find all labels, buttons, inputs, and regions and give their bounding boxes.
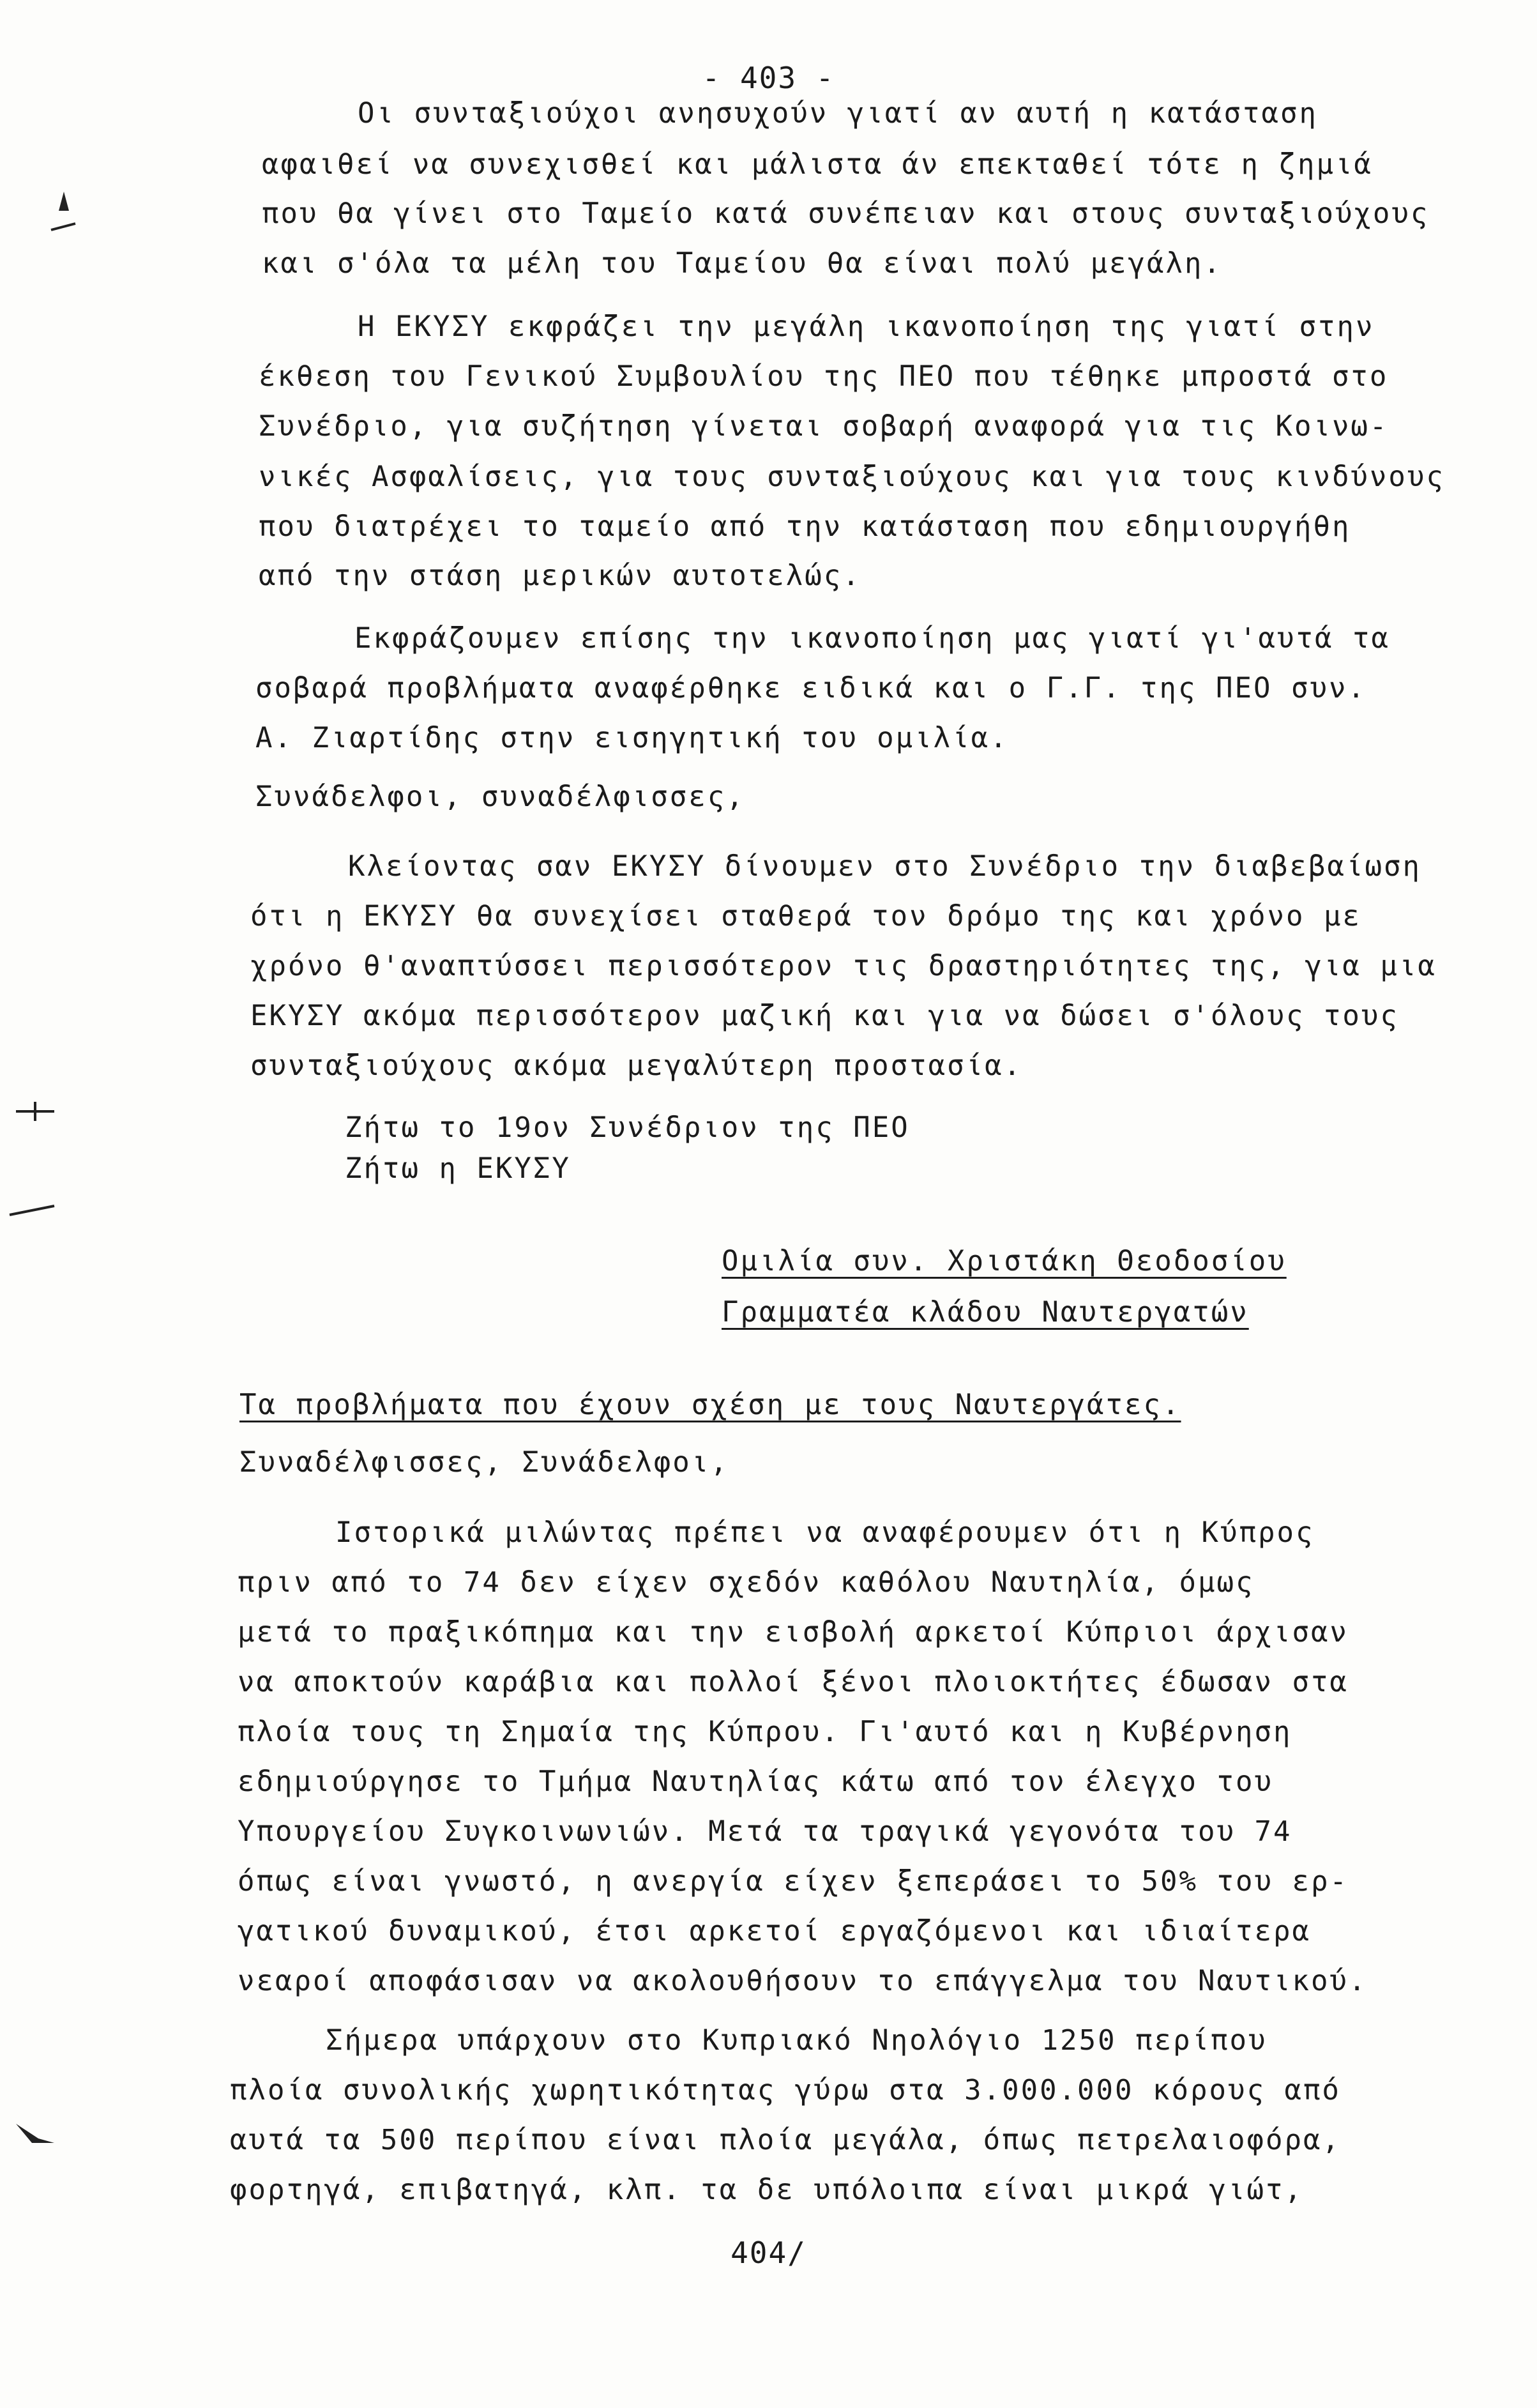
text-line: χρόνο θ'αναπτύσσει περισσότερον τις δραστηριότητες της, για μια xyxy=(250,950,1437,982)
text-line: και σ'όλα τα μέλη του Ταμείου θα είναι πολύ μεγάλη. xyxy=(262,247,1223,280)
text-line: Α. Ζιαρτίδης στην εισηγητική του ομιλία. xyxy=(255,722,1009,754)
text-line: φορτηγά, επιβατηγά, κλπ. τα δε υπόλοιπα είναι μικρά γιώτ, xyxy=(230,2174,1303,2206)
text-line: Η ΕΚΥΣΥ εκφράζει την μεγάλη ικανοποίηση της γιατί στην xyxy=(358,310,1375,343)
speaker-role: Γραμματέα κλάδου Ναυτεργατών xyxy=(722,1296,1249,1329)
text-line: Συνέδριο, για συζήτηση γίνεται σοβαρή αναφορά για τις Κοινω- xyxy=(259,410,1389,443)
text-line: γατικού δυναμικού, έτσι αρκετοί εργαζόμενοι και ιδιαίτερα xyxy=(238,1915,1311,1947)
text-line: όπως είναι γνωστό, η ανεργία είχεν ξεπεράσει το 50% του ερ- xyxy=(238,1865,1349,1898)
text-line: ότι η ΕΚΥΣΥ θα συνεχίσει σταθερά τον δρόμο της και χρόνο με xyxy=(250,900,1361,933)
scan-mark xyxy=(13,2121,57,2146)
text-line: που διατρέχει το ταμείο από την κατάσταση που εδημιουργήθη xyxy=(259,510,1351,543)
greeting: Συναδέλφισσες, Συνάδελφοι, xyxy=(239,1446,729,1479)
text-line: συνταξιούχους ακόμα μεγαλύτερη προστασία. xyxy=(250,1049,1023,1082)
text-line: ΕΚΥΣΥ ακόμα περισσότερον μαζική και για να δώσει σ'όλους τους xyxy=(250,1000,1399,1032)
text-line: έκθεση του Γενικού Συμβουλίου της ΠΕΟ που τέθηκε μπροστά στο xyxy=(259,360,1389,393)
closing-line: Ζήτω η ΕΚΥΣΥ xyxy=(345,1152,571,1185)
closing-line: Ζήτω το 19ον Συνέδριον της ΠΕΟ xyxy=(345,1111,910,1144)
text-line: Εκφράζουμεν επίσης την ικανοποίηση μας γιατί γι'αυτά τα xyxy=(354,622,1390,655)
text-line: Κλείοντας σαν ΕΚΥΣΥ δίνουμεν στο Συνέδριο την διαβεβαίωση xyxy=(348,850,1421,883)
text-line: αυτά τα 500 περίπου είναι πλοία μεγάλα, όπως πετρελαιοφόρα, xyxy=(230,2124,1341,2156)
text-line: Ιστορικά μιλώντας πρέπει να αναφέρουμεν ότι η Κύπρος xyxy=(335,1516,1315,1549)
page-number-top: - 403 - xyxy=(702,61,835,95)
text-line: εδημιούργησε το Τμήμα Ναυτηλίας κάτω από τον έλεγχο του xyxy=(238,1765,1273,1798)
scan-mark xyxy=(6,1201,57,1220)
greeting: Συνάδελφοι, συναδέλφισσες, xyxy=(255,781,745,813)
text-line: Υπουργείου Συγκοινωνιών. Μετά τα τραγικά γεγονότα του 74 xyxy=(238,1815,1292,1848)
text-line: νεαροί αποφάσισαν να ακολουθήσουν το επάγγελμα του Ναυτικού. xyxy=(238,1965,1368,1997)
page-number-bottom: 404/ xyxy=(731,2236,806,2270)
text-line: Σήμερα υπάρχουν στο Κυπριακό Νηολόγιο 1250 περίπου xyxy=(326,2024,1268,2057)
text-line: σοβαρά προβλήματα αναφέρθηκε ειδικά και ο Γ.Γ. της ΠΕΟ συν. xyxy=(255,672,1367,705)
text-line: αφαιθεί να συνεχισθεί και μάλιστα άν επεκταθεί τότε η ζημιά xyxy=(262,148,1373,181)
text-line: από την στάση μερικών αυτοτελώς. xyxy=(259,560,861,592)
text-line: μετά το πραξικόπημα και την εισβολή αρκετοί Κύπριοι άρχισαν xyxy=(238,1616,1349,1649)
text-line: Οι συνταξιούχοι ανησυχούν γιατί αν αυτή η κατάσταση xyxy=(358,97,1319,130)
section-title: Τα προβλήματα που έχουν σχέση με τους Ναυτεργάτες. xyxy=(239,1389,1181,1421)
text-line: που θα γίνει στο Ταμείο κατά συνέπειαν και στους συνταξιούχους xyxy=(262,197,1430,230)
text-line: να αποκτούν καράβια και πολλοί ξένοι πλοιοκτήτες έδωσαν στα xyxy=(238,1666,1349,1698)
scan-mark xyxy=(45,185,83,243)
text-line: νικές Ασφαλίσεις, για τους συνταξιούχους και για τους κινδύνους xyxy=(259,461,1445,493)
text-line: πριν από το 74 δεν είχεν σχεδόν καθόλου Ναυτηλία, όμως xyxy=(238,1566,1255,1599)
text-line: πλοία συνολικής χωρητικότητας γύρω στα 3.000.000 κόρους από xyxy=(230,2074,1341,2107)
scan-mark xyxy=(13,1099,57,1124)
speaker-name: Ομιλία συν. Χριστάκη Θεοδοσίου xyxy=(722,1245,1287,1277)
text-line: πλοία τους τη Σημαία της Κύπρου. Γι'αυτό και η Κυβέρνηση xyxy=(238,1716,1292,1748)
